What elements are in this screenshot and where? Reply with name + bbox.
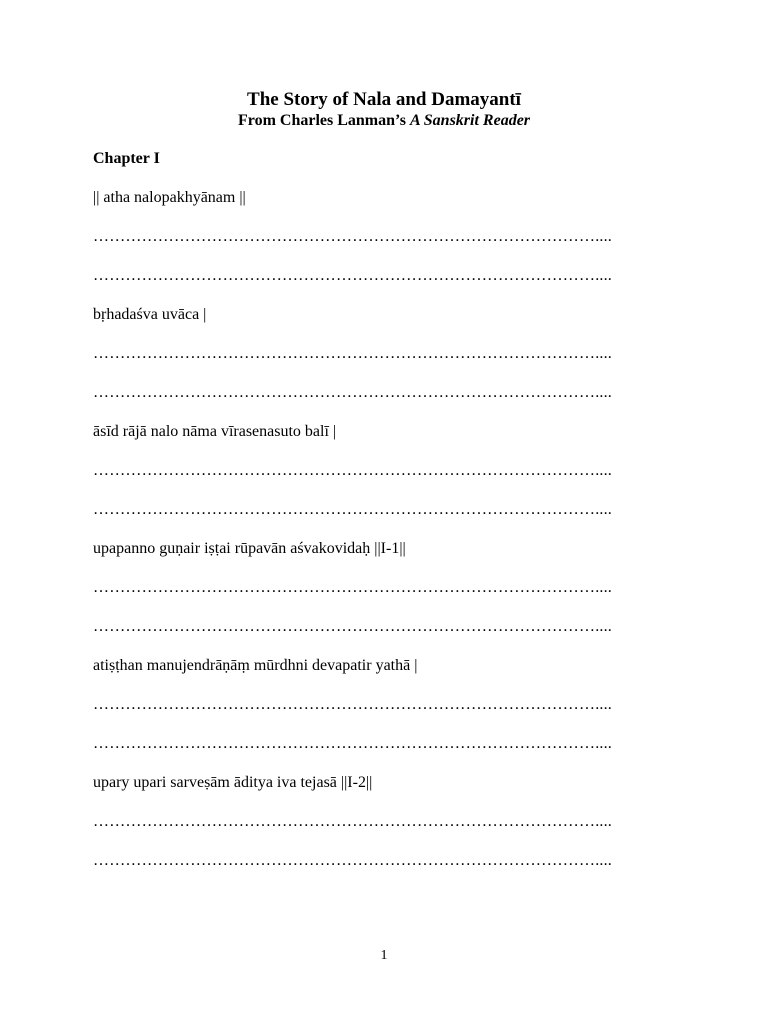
blank-translation-line: ………………………………………………………………………………….... [93,267,612,284]
verse-text: || atha nalopakhyānam || [93,189,246,206]
verse-block [93,186,683,303]
blank-translation-line: ………………………………………………………………………………….... [93,813,612,830]
verse-text: upapanno guṇair iṣṭai rūpavān aśvakovidaḥ ||I-1|| [93,540,406,557]
verse-text: āsīd rājā nalo nāma vīrasenasuto balī | [93,423,337,440]
blank-translation-line: ………………………………………………………………………………….... [93,501,612,518]
verse-text: bṛhadaśva uvāca | [93,306,207,323]
subtitle-prefix: From Charles Lanman’s [237,112,410,129]
verse-block [93,537,683,654]
document-subtitle [0,110,768,132]
blank-translation-line: ………………………………………………………………………………….... [93,579,612,596]
verse-block [93,771,683,888]
blank-translation-line: ………………………………………………………………………………….... [93,618,612,635]
subtitle-book-title: A Sanskrit Reader [409,112,531,129]
blank-translation-line: ………………………………………………………………………………….... [93,696,612,713]
page-number: 1 [380,948,388,963]
verse-text: atiṣṭhan manujendrāṇāṃ mūrdhni devapatir yathā | [93,657,418,674]
blank-translation-line: ………………………………………………………………………………….... [93,228,612,245]
verse-block [93,303,683,420]
verse-list [93,186,683,888]
verse-block [93,420,683,537]
document-title: The Story of Nala and Damayantī [247,89,521,110]
verse-text: upary upari sarveṣām āditya iva tejasā ||I-2|| [93,774,373,791]
blank-translation-line: ………………………………………………………………………………….... [93,384,612,401]
blank-translation-line: ………………………………………………………………………………….... [93,462,612,479]
verse-block [93,654,683,771]
blank-translation-line: ………………………………………………………………………………….... [93,852,612,869]
chapter-heading: Chapter I [93,150,160,167]
blank-translation-line: ………………………………………………………………………………….... [93,345,612,362]
blank-translation-line: ………………………………………………………………………………….... [93,735,612,752]
